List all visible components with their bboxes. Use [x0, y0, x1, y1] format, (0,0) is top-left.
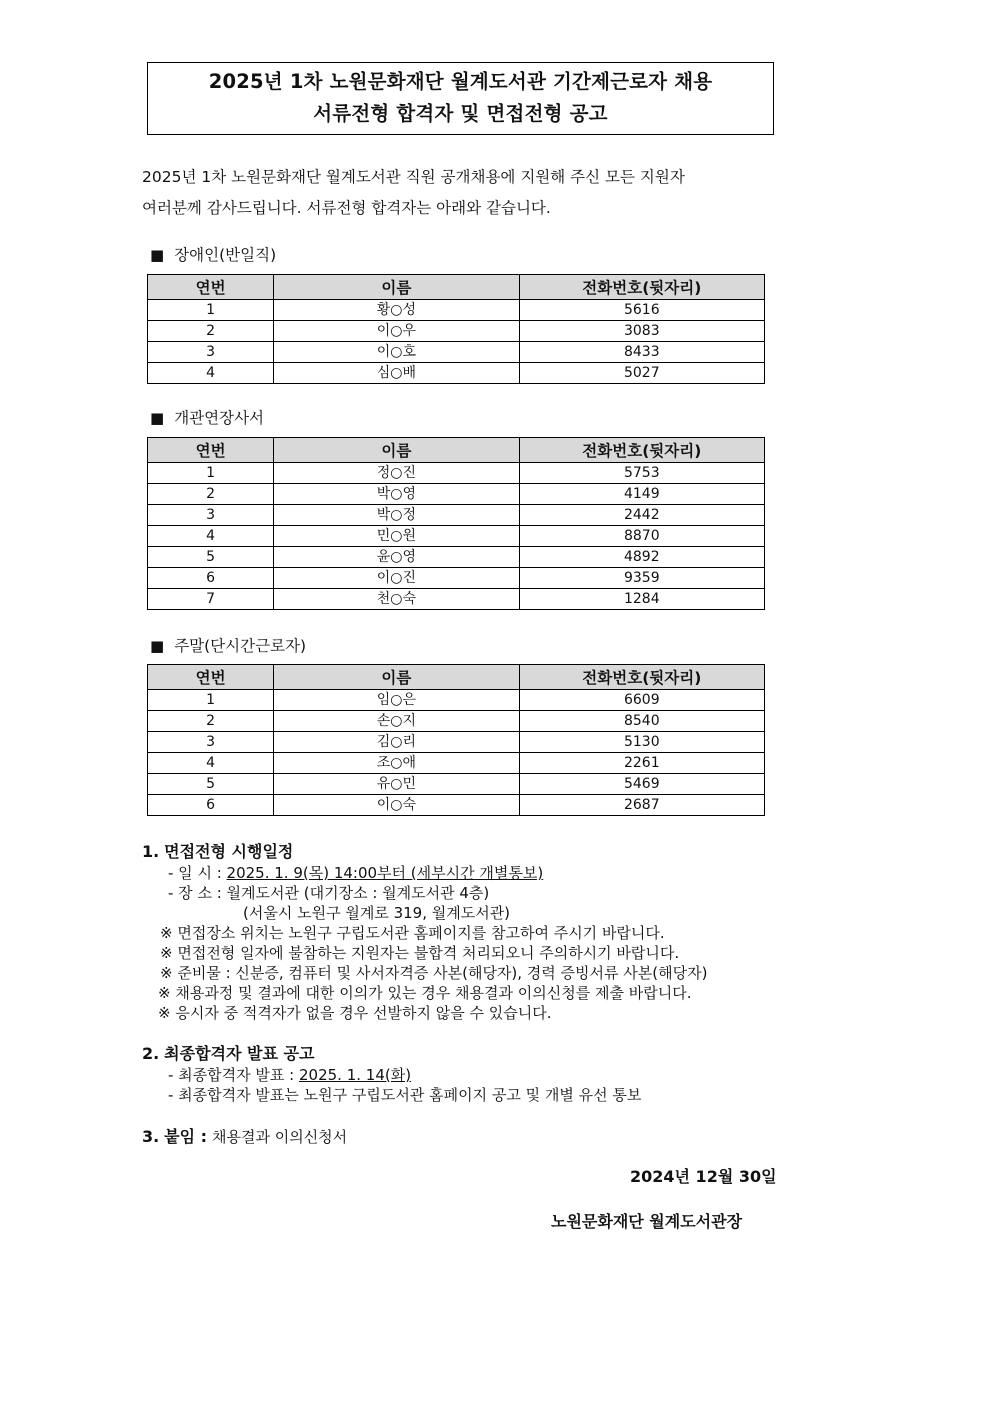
- table-row: [148, 774, 765, 795]
- cell-name: 정○진: [274, 463, 519, 484]
- cell-number: 3: [148, 732, 274, 753]
- cell-number: 6: [148, 795, 274, 816]
- interview-note: ※ 면접장소 위치는 노원구 구립도서관 홈페이지를 참고하여 주시기 바랍니다.: [160, 924, 665, 942]
- interview-note: ※ 준비물 : 신분증, 컴퓨터 및 사서자격증 사본(해당자), 경력 증빙서류 사본(해당자): [160, 964, 708, 982]
- cell-phone: 4892: [519, 547, 764, 568]
- date-label: - 일 시 :: [168, 864, 227, 882]
- cell-name: 이○진: [274, 568, 519, 589]
- cell-name: 민○원: [274, 526, 519, 547]
- cell-number: 3: [148, 342, 274, 363]
- col-header-name: 이름: [274, 275, 519, 300]
- cell-phone: 3083: [519, 321, 764, 342]
- table-row: [148, 484, 765, 505]
- section-title: 면접전형 시행일정: [164, 842, 294, 861]
- col-header-name: 이름: [274, 665, 519, 690]
- cell-name: 임○은: [274, 690, 519, 711]
- cell-phone: 2442: [519, 505, 764, 526]
- cell-name: 유○민: [274, 774, 519, 795]
- table-row: [148, 463, 765, 484]
- group-heading-weekend: [150, 634, 306, 656]
- square-bullet-icon: ■: [150, 637, 165, 655]
- table-row: [148, 526, 765, 547]
- square-bullet-icon: ■: [150, 246, 165, 264]
- applicant-table-disabled: [147, 274, 765, 384]
- cell-phone: 8433: [519, 342, 764, 363]
- cell-name: 천○숙: [274, 589, 519, 610]
- interview-heading: [142, 839, 293, 862]
- interview-date-line: [168, 862, 543, 883]
- attachment-line: [142, 1124, 347, 1147]
- col-header-number: 연번: [148, 275, 274, 300]
- final-date-line: [168, 1064, 411, 1085]
- interview-place-line: [168, 882, 489, 903]
- cell-phone: 6609: [519, 690, 764, 711]
- table-row: [148, 342, 765, 363]
- issue-date: 2024년 12월 30일: [630, 1167, 777, 1186]
- col-header-phone: 전화번호(뒷자리): [519, 275, 764, 300]
- final-heading: [142, 1041, 314, 1064]
- col-header-phone: 전화번호(뒷자리): [519, 438, 764, 463]
- cell-number: 1: [148, 690, 274, 711]
- group-heading-disabled: [150, 243, 276, 265]
- cell-name: 박○영: [274, 484, 519, 505]
- section-number: 1.: [142, 842, 160, 861]
- col-header-number: 연번: [148, 438, 274, 463]
- place-label: - 장 소 :: [168, 884, 227, 902]
- table-row: [148, 321, 765, 342]
- cell-phone: 5130: [519, 732, 764, 753]
- cell-name: 박○정: [274, 505, 519, 526]
- section-title: 최종합격자 발표 공고: [164, 1044, 315, 1063]
- cell-phone: 8870: [519, 526, 764, 547]
- cell-number: 1: [148, 463, 274, 484]
- attachment-value: 채용결과 이의신청서: [211, 1128, 348, 1146]
- cell-name: 심○배: [274, 363, 519, 384]
- table-row: [148, 753, 765, 774]
- cell-name: 이○호: [274, 342, 519, 363]
- col-header-number: 연번: [148, 665, 274, 690]
- applicant-table-extended: [147, 437, 765, 610]
- interview-address: (서울시 노원구 월계로 319, 월계도서관): [243, 904, 511, 922]
- place-value: 월계도서관 (대기장소 : 월계도서관 4층): [226, 884, 490, 902]
- doc-title-line1: 2025년 1차 노원문화재단 월계도서관 기간제근로자 채용: [208, 70, 713, 93]
- applicant-table-weekend: [147, 664, 765, 816]
- cell-phone: 5616: [519, 300, 764, 321]
- interview-note: ※ 채용과정 및 결과에 대한 이의가 있는 경우 채용결과 이의신청를 제출 바랍니다.: [158, 984, 692, 1002]
- final-date-label: - 최종합격자 발표 :: [168, 1066, 299, 1084]
- cell-number: 4: [148, 363, 274, 384]
- cell-name: 황○성: [274, 300, 519, 321]
- table-row: [148, 505, 765, 526]
- cell-phone: 5027: [519, 363, 764, 384]
- table-row: [148, 690, 765, 711]
- cell-phone: 4149: [519, 484, 764, 505]
- table-row: [148, 568, 765, 589]
- cell-number: 5: [148, 547, 274, 568]
- table-row: [148, 363, 765, 384]
- group-title: 주말(단시간근로자): [174, 637, 307, 655]
- cell-number: 6: [148, 568, 274, 589]
- intro-line1: 2025년 1차 노원문화재단 월계도서관 직원 공개채용에 지원해 주신 모든 지원자: [142, 168, 685, 186]
- group-heading-extended: [150, 406, 264, 428]
- interview-note: ※ 면접전형 일자에 불참하는 지원자는 불합격 처리되오니 주의하시기 바랍니다.: [160, 944, 680, 962]
- cell-number: 2: [148, 484, 274, 505]
- title-box: [147, 62, 774, 135]
- table-row: [148, 732, 765, 753]
- table-row: [148, 547, 765, 568]
- cell-number: 7: [148, 589, 274, 610]
- cell-phone: 1284: [519, 589, 764, 610]
- table-header-row: [148, 665, 765, 690]
- cell-phone: 9359: [519, 568, 764, 589]
- cell-number: 4: [148, 526, 274, 547]
- doc-title-line2: 서류전형 합격자 및 면접전형 공고: [313, 102, 608, 125]
- final-date-value: 2025. 1. 14(화): [298, 1066, 412, 1084]
- intro-paragraph: [142, 162, 782, 224]
- cell-number: 1: [148, 300, 274, 321]
- cell-name: 이○우: [274, 321, 519, 342]
- intro-line2: 여러분께 감사드립니다. 서류전형 합격자는 아래와 같습니다.: [142, 199, 551, 217]
- table-row: [148, 711, 765, 732]
- cell-number: 4: [148, 753, 274, 774]
- date-value: 2025. 1. 9(목) 14:00부터 (세부시간 개별통보): [226, 864, 544, 882]
- table-row: [148, 589, 765, 610]
- cell-phone: 5469: [519, 774, 764, 795]
- cell-name: 조○애: [274, 753, 519, 774]
- square-bullet-icon: ■: [150, 409, 165, 427]
- cell-name: 윤○영: [274, 547, 519, 568]
- cell-phone: 2687: [519, 795, 764, 816]
- group-title: 장애인(반일직): [174, 246, 277, 264]
- table-header-row: [148, 438, 765, 463]
- cell-number: 2: [148, 321, 274, 342]
- cell-name: 김○리: [274, 732, 519, 753]
- col-header-name: 이름: [274, 438, 519, 463]
- table-row: [148, 300, 765, 321]
- final-notice-line: - 최종합격자 발표는 노원구 구립도서관 홈페이지 공고 및 개별 유선 통보: [168, 1086, 642, 1104]
- section-number: 3.: [142, 1127, 160, 1146]
- cell-number: 5: [148, 774, 274, 795]
- issuer-name: 노원문화재단 월계도서관장: [551, 1212, 743, 1231]
- group-title: 개관연장사서: [174, 409, 265, 427]
- interview-note: ※ 응시자 중 적격자가 없을 경우 선발하지 않을 수 있습니다.: [158, 1004, 552, 1022]
- cell-phone: 2261: [519, 753, 764, 774]
- cell-name: 손○지: [274, 711, 519, 732]
- cell-phone: 5753: [519, 463, 764, 484]
- table-row: [148, 795, 765, 816]
- cell-phone: 8540: [519, 711, 764, 732]
- cell-name: 이○숙: [274, 795, 519, 816]
- section-title: 붙임 :: [164, 1127, 208, 1146]
- cell-number: 3: [148, 505, 274, 526]
- section-number: 2.: [142, 1044, 160, 1063]
- col-header-phone: 전화번호(뒷자리): [519, 665, 764, 690]
- cell-number: 2: [148, 711, 274, 732]
- table-header-row: [148, 275, 765, 300]
